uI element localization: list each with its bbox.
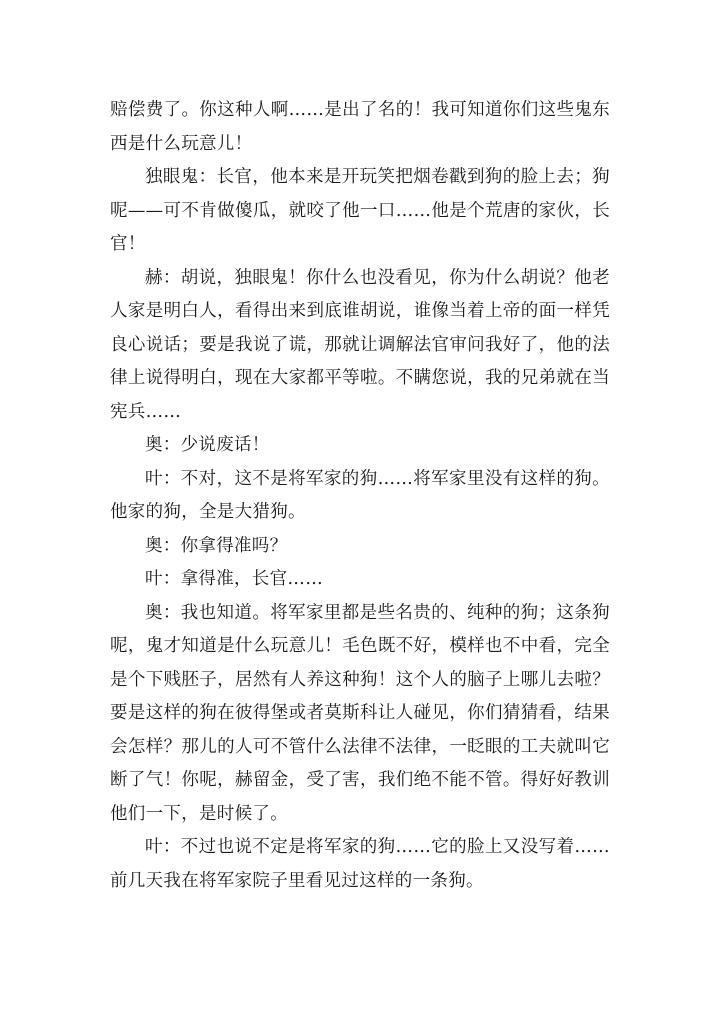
paragraph-9: 叶：不过也说不定是将军家的狗……它的脸上又没写着……前几天我在将军家院子里看见过这样的一条狗。 <box>110 837 610 891</box>
paragraph-1: 赔偿费了。你这种人啊……是出了名的！我可知道你们这些鬼东西是什么玩意儿！ <box>110 100 610 154</box>
document-body <box>110 94 610 898</box>
paragraph-7: 叶：拿得准，长官…… <box>145 569 323 589</box>
paragraph-4: 奥：少说废话！ <box>145 435 270 455</box>
paragraph-2: 独眼鬼：长官，他本来是开玩笑把烟卷戳到狗的脸上去；狗呢——可不肯做傻瓜，就咬了他一口……他是个荒唐的家伙，长官！ <box>110 167 610 254</box>
paragraph-5: 叶：不对，这不是将军家的狗……将军家里没有这样的狗。他家的狗，全是大猎狗。 <box>110 468 610 522</box>
paragraph-8: 奥：我也知道。将军家里都是些名贵的、纯种的狗；这条狗呢，鬼才知道是什么玩意儿！毛色既不好，模样也不中看，完全是个下贱胚子，居然有人养这种狗！这个人的脑子上哪儿去啦？要是这样的狗在彼得堡或者莫斯科让人碰见，你们猜猜看，结果会怎样？那儿的人可不管什么法律不法律，一眨眼的工夫就叫它断了气！你呢，赫留金，受了害，我们绝不能不管。得好好教训他们一下，是时候了。 <box>110 602 610 824</box>
paragraph-3: 赫：胡说，独眼鬼！你什么也没看见，你为什么胡说？他老人家是明白人，看得出来到底谁胡说，谁像当着上帝的面一样凭良心说话；要是我说了谎，那就让调解法官审问我好了，他的法律上说得明白，现在大家都平等啦。不瞒您说，我的兄弟就在当宪兵…… <box>110 267 610 422</box>
paragraph-6: 奥：你拿得准吗？ <box>145 535 288 556</box>
